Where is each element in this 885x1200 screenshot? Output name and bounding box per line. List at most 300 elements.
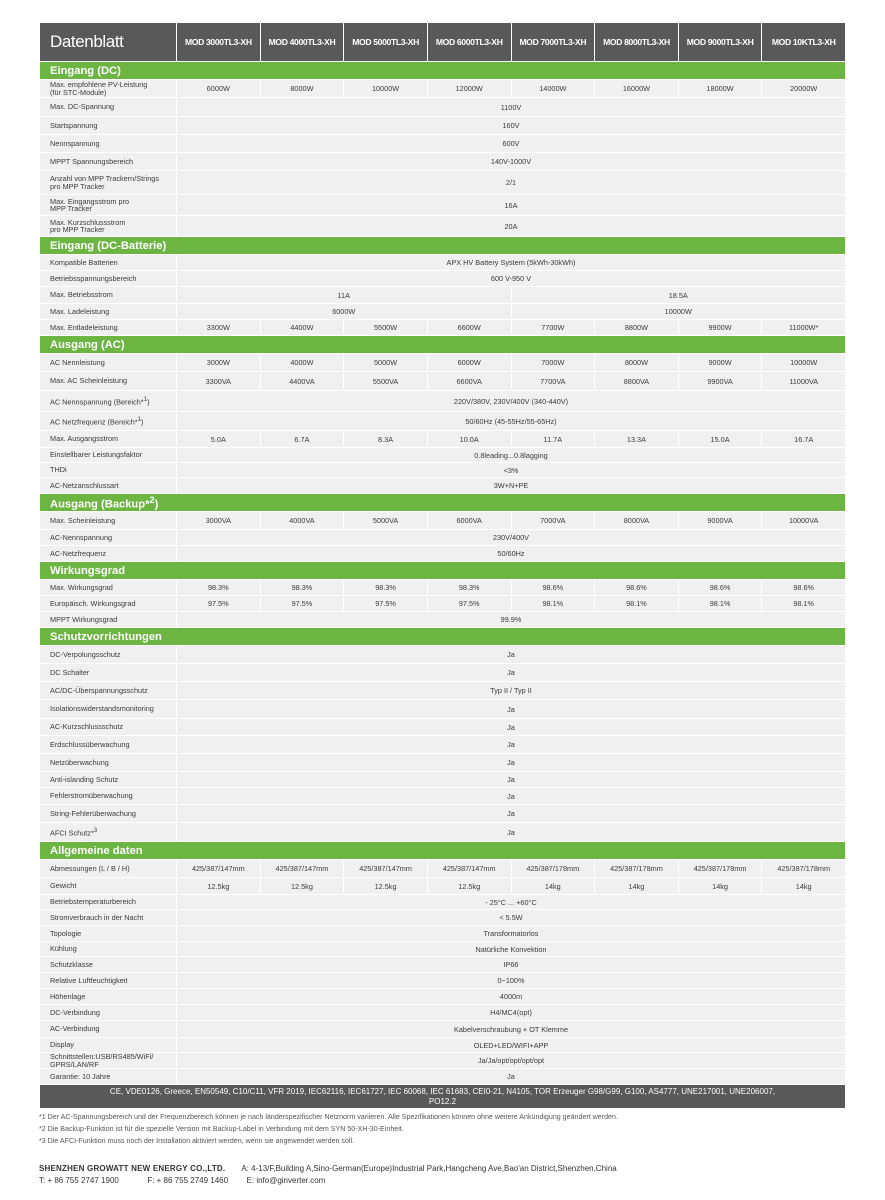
- spec-row: [40, 1005, 845, 1020]
- spec-row: [40, 772, 845, 787]
- spec-label-text: Max. Wirkungsgrad: [50, 582, 113, 592]
- company-info: [39, 1163, 846, 1187]
- spec-label-text: Europäisch. Wirkungsgrad: [50, 598, 136, 608]
- spec-value: 97.5%: [261, 596, 344, 611]
- section-title-text: Eingang (DC): [50, 64, 121, 77]
- spec-value: 10.0A: [428, 431, 511, 447]
- spec-value: 98.3%: [344, 580, 427, 595]
- spec-label-text: Betriebstemperaturbereich: [50, 897, 136, 907]
- spec-value: 8.3A: [344, 431, 427, 447]
- spec-label: [40, 117, 176, 134]
- model-header: MOD 6000TL3-XH: [428, 23, 511, 61]
- model-header: MOD 3000TL3-XH: [177, 23, 260, 61]
- spec-value: 8000W: [261, 80, 344, 97]
- section-title-text: Eingang (DC-Batterie): [50, 239, 167, 252]
- spec-label: [40, 98, 176, 116]
- spec-value: 140V-1000V: [177, 153, 845, 170]
- spec-value: 8000VA: [595, 512, 678, 529]
- spec-row: [40, 942, 845, 956]
- spec-label-line2: (für STC-Module): [50, 87, 107, 97]
- spec-value: 425/387/147mm: [428, 860, 511, 877]
- spec-value: 3000W: [177, 354, 260, 371]
- spec-value: 98.6%: [679, 580, 762, 595]
- footnote: *1 Der AC-Spannungsbereich und der Frequenzbereich können je nach länderspezifischer Netznorm variieren. Alle Spezifikationen können ohne weitere Ankündigung geändert werden.: [39, 1113, 618, 1121]
- spec-label-text: Einstellbarer Leistungsfaktor: [50, 450, 143, 460]
- spec-value: 425/387/147mm: [261, 860, 344, 877]
- spec-row: [40, 448, 845, 462]
- spec-label-text: AFCI Schutz*: [50, 828, 94, 838]
- section-title: [40, 494, 845, 511]
- spec-label-text: Abmessungen (L / B / H): [50, 863, 130, 873]
- spec-value: 14kg: [679, 878, 762, 894]
- spec-value: 6600W: [428, 320, 511, 335]
- spec-value: 8000W: [595, 354, 678, 371]
- company-address: A: 4-13/F,Building A,Sino-German(Europe)Industrial Park,Hangcheng Ave,Bao'an District,Shenzhen,China: [241, 1164, 617, 1173]
- spec-value: 0~100%: [177, 973, 845, 988]
- spec-value: Ja/Ja/opt/opt/opt/opt: [177, 1053, 845, 1068]
- spec-row: [40, 1053, 845, 1068]
- section-header: [40, 842, 845, 859]
- spec-label-text: Kompatible Batterien: [50, 257, 118, 267]
- spec-label: [40, 1053, 176, 1068]
- spec-value: 600V: [177, 135, 845, 152]
- footnote-marker: 2: [149, 494, 155, 505]
- spec-value: 4400VA: [261, 372, 344, 390]
- spec-value: Ja: [177, 719, 845, 735]
- spec-value: 12.5kg: [428, 878, 511, 894]
- spec-value: 98.1%: [595, 596, 678, 611]
- spec-value: < 5.5W: [177, 910, 845, 925]
- spec-value: 2/1: [177, 171, 845, 194]
- spec-value: 7000W: [512, 354, 595, 371]
- spec-row: [40, 926, 845, 941]
- spec-row: [40, 391, 845, 411]
- spec-label: [40, 304, 176, 319]
- spec-row: [40, 431, 845, 447]
- spec-row: [40, 372, 845, 390]
- spec-label: [40, 942, 176, 956]
- spec-value: Ja: [177, 788, 845, 804]
- spec-value: 6.7A: [261, 431, 344, 447]
- footnotes: [39, 1111, 846, 1147]
- company-email: E: info@ginverter.com: [246, 1176, 326, 1185]
- section-title-text: Ausgang (Backup*: [50, 498, 150, 511]
- footnote: *2 Die Backup-Funktion ist für die spezielle Version mit Backup-Label in Verbindung mit dem SYN 50-XH-30-Einheit.: [39, 1125, 404, 1133]
- spec-label: [40, 80, 176, 97]
- spec-label: [40, 512, 176, 529]
- spec-row: [40, 216, 845, 236]
- spec-row: [40, 664, 845, 681]
- model-header: MOD 7000TL3-XH: [512, 23, 595, 61]
- spec-row: [40, 255, 845, 270]
- spec-value: OLED+LED/WIFI+APP: [177, 1038, 845, 1052]
- spec-value: 6000W: [177, 80, 260, 97]
- spec-value: 98.6%: [512, 580, 595, 595]
- spec-label: [40, 719, 176, 735]
- spec-value: Transformatorlos: [177, 926, 845, 941]
- spec-label: [40, 736, 176, 753]
- spec-value: 4000W: [261, 354, 344, 371]
- section-header: [40, 494, 845, 511]
- spec-value: 9900W: [679, 320, 762, 335]
- spec-value: 16A: [177, 195, 845, 215]
- spec-label: [40, 612, 176, 627]
- spec-value: 425/387/147mm: [344, 860, 427, 877]
- spec-label-text: Max. empfohlene PV-Leistung: [50, 80, 148, 90]
- certifications: CE, VDE0126, Greece, EN50549, C10/C11, VFR 2019, IEC62116, IEC61727, IEC 60068, IEC 61683, CEI0-21, N4105, TOR Erzeuger G98/G99, G100, AS4777, UNE217001, UNE206007, PO12.2: [40, 1085, 845, 1108]
- spec-value: 98.1%: [512, 596, 595, 611]
- spec-value: 10000W: [512, 304, 846, 319]
- spec-label: [40, 463, 176, 477]
- spec-label-line2: GPRS/LAN/RF: [50, 1059, 99, 1069]
- spec-value: 425/387/178mm: [595, 860, 678, 877]
- spec-label-text: Max. Ladeleistung: [50, 306, 110, 316]
- spec-label: [40, 580, 176, 595]
- spec-label-text: String-Fehlerüberwachung: [50, 808, 136, 818]
- footnote-marker: 1: [137, 415, 141, 423]
- spec-value: 18.5A: [512, 287, 846, 303]
- spec-label: [40, 823, 176, 841]
- spec-value: 6000VA: [428, 512, 511, 529]
- spec-value: 9900VA: [679, 372, 762, 390]
- section-header: [40, 562, 845, 579]
- spec-value: 15.0A: [679, 431, 762, 447]
- spec-label: [40, 754, 176, 771]
- spec-label-text: Max. DC-Spannung: [50, 102, 115, 112]
- spec-label-line2: pro MPP Tracker: [50, 225, 105, 234]
- spec-label-text: Max. AC Scheinleistung: [50, 376, 128, 386]
- spec-row: [40, 788, 845, 804]
- section-header: [40, 628, 845, 645]
- spec-label-end: ): [141, 417, 144, 427]
- model-header: MOD 8000TL3-XH: [595, 23, 678, 61]
- spec-value: 14kg: [595, 878, 678, 894]
- spec-label: [40, 664, 176, 681]
- page-title: Datenblatt: [40, 23, 176, 61]
- spec-label: [40, 596, 176, 611]
- spec-label-text: Schutzklasse: [50, 959, 93, 969]
- spec-value: 11.7A: [512, 431, 595, 447]
- spec-value: 98.3%: [261, 580, 344, 595]
- spec-value: 11000W*: [762, 320, 845, 335]
- spec-label: [40, 646, 176, 663]
- certifications-row: [40, 1085, 845, 1108]
- spec-value: 12.5kg: [177, 878, 260, 894]
- spec-value: 14000W: [512, 80, 595, 97]
- spec-label: [40, 391, 176, 411]
- spec-label-text: Max. Scheinleistung: [50, 515, 116, 525]
- model-header: MOD 4000TL3-XH: [261, 23, 344, 61]
- spec-label: [40, 372, 176, 390]
- spec-value: 3300W: [177, 320, 260, 335]
- model-header: MOD 10KTL3-XH: [762, 23, 845, 61]
- spec-value: 425/387/178mm: [762, 860, 845, 877]
- spec-value: 20000W: [762, 80, 845, 97]
- spec-label-text: Nennspannung: [50, 138, 100, 148]
- spec-value: 5500VA: [344, 372, 427, 390]
- spec-row: [40, 719, 845, 735]
- spec-value: 5000VA: [344, 512, 427, 529]
- spec-value: 12.5kg: [344, 878, 427, 894]
- model-header: MOD 5000TL3-XH: [344, 23, 427, 61]
- company-name: SHENZHEN GROWATT NEW ENERGY CO.,LTD.: [39, 1164, 226, 1173]
- spec-value: 4000m: [177, 989, 845, 1004]
- spec-value: 7700VA: [512, 372, 595, 390]
- spec-label: [40, 320, 176, 335]
- spec-label-text: MPPT Spannungsbereich: [50, 156, 134, 166]
- spec-value: Ja: [177, 646, 845, 663]
- spec-value: 5000W: [344, 354, 427, 371]
- spec-row: [40, 1038, 845, 1052]
- spec-row: [40, 135, 845, 152]
- spec-value: 3300VA: [177, 372, 260, 390]
- spec-row: [40, 117, 845, 134]
- spec-row: [40, 287, 845, 303]
- section-header: [40, 336, 845, 353]
- spec-value: 8800VA: [595, 372, 678, 390]
- spec-label: [40, 989, 176, 1004]
- spec-row: [40, 354, 845, 371]
- section-header: [40, 237, 845, 254]
- spec-row: [40, 478, 845, 493]
- spec-label: [40, 530, 176, 545]
- spec-value: 10000W: [762, 354, 845, 371]
- section-title: [40, 842, 845, 859]
- spec-value: 3000VA: [177, 512, 260, 529]
- spec-row: [40, 580, 845, 595]
- spec-label-text: Display: [50, 1040, 74, 1050]
- spec-value: 11A: [177, 287, 511, 303]
- spec-value: Kabelverschraubung + OT Klemme: [177, 1021, 845, 1037]
- spec-row: [40, 1069, 845, 1084]
- spec-row: [40, 512, 845, 529]
- spec-value: 425/387/178mm: [512, 860, 595, 877]
- spec-value: 7700W: [512, 320, 595, 335]
- spec-label-text: MPPT Wirkungsgrad: [50, 614, 118, 624]
- footnote-marker: 1: [143, 395, 148, 403]
- footnote: *3 Die AFCI-Funktion muss noch der Installation aktiviert werden, wenn sie angewendet werden soll.: [39, 1137, 355, 1145]
- section-title: [40, 237, 845, 254]
- spec-value: Ja: [177, 805, 845, 822]
- spec-value: Ja: [177, 754, 845, 771]
- section-title: [40, 628, 845, 645]
- spec-label-text: Fehlerstromüberwachung: [50, 791, 133, 801]
- spec-value: 16000W: [595, 80, 678, 97]
- spec-value: 6000W: [177, 304, 511, 319]
- spec-label-text: AC-Nennspannung: [50, 532, 113, 542]
- spec-label-text: Schnittstellen:USB/RS485/WiFi/: [50, 1052, 154, 1062]
- spec-value: 9000W: [679, 354, 762, 371]
- spec-label: [40, 287, 176, 303]
- spec-row: [40, 153, 845, 170]
- spec-row: [40, 1021, 845, 1037]
- spec-value: 16.7A: [762, 431, 845, 447]
- spec-value: 10000VA: [762, 512, 845, 529]
- spec-label-line2: MPP Tracker: [50, 204, 93, 213]
- spec-label: [40, 431, 176, 447]
- spec-label-text: Isolationswiderstandsmonitoring: [50, 704, 154, 714]
- spec-value: H4/MC4(opt): [177, 1005, 845, 1020]
- spec-value: 99.9%: [177, 612, 845, 627]
- spec-value: 97.5%: [177, 596, 260, 611]
- spec-label: [40, 910, 176, 925]
- section-title-end: ): [154, 498, 159, 511]
- spec-value: - 25°C ... +60°C: [177, 895, 845, 909]
- spec-value: 50/60Hz (45-55Hz/55-65Hz): [177, 412, 845, 430]
- section-title-text: Ausgang (AC): [50, 338, 125, 351]
- spec-value: 230V/400V: [177, 530, 845, 545]
- spec-label-text: AC-Netzfrequenz: [50, 548, 106, 558]
- spec-value: 20A: [177, 216, 845, 236]
- spec-value: 13.3A: [595, 431, 678, 447]
- section-title: [40, 562, 845, 579]
- spec-value: 98.6%: [762, 580, 845, 595]
- spec-value: 0.8leading...0.8lagging: [177, 448, 845, 462]
- spec-label-text: Kühlung: [50, 944, 77, 954]
- spec-label-text: AC-Netzanschlussart: [50, 480, 119, 490]
- spec-value: Ja: [177, 823, 845, 841]
- section-title-text: Allgemeine daten: [50, 844, 143, 857]
- spec-row: [40, 320, 845, 335]
- spec-label: [40, 700, 176, 718]
- spec-label: [40, 271, 176, 286]
- spec-value: APX HV Battery System (5kWh-30kWh): [177, 255, 845, 270]
- section-title-text: Schutzvorrichtungen: [50, 630, 162, 643]
- spec-row: [40, 304, 845, 319]
- spec-label: [40, 153, 176, 170]
- section-title: [40, 62, 845, 79]
- spec-label: [40, 354, 176, 371]
- spec-row: [40, 878, 845, 894]
- spec-label: [40, 1005, 176, 1020]
- spec-label-text: Anzahl von MPP Trackern/Strings: [50, 174, 159, 184]
- spec-value: 425/387/147mm: [177, 860, 260, 877]
- spec-label-text: Betriebsspannungsbereich: [50, 273, 137, 283]
- spec-label-text: Gewicht: [50, 881, 77, 891]
- spec-label: [40, 805, 176, 822]
- spec-label: [40, 957, 176, 972]
- spec-label-text: Max. Ausgangsstrom: [50, 434, 119, 444]
- spec-row: [40, 805, 845, 822]
- datasheet: [39, 22, 846, 1109]
- spec-value: 97.5%: [428, 596, 511, 611]
- spec-label-text: THDi: [50, 465, 67, 475]
- spec-label: [40, 682, 176, 699]
- spec-row: [40, 700, 845, 718]
- spec-label: [40, 1069, 176, 1084]
- spec-row: [40, 171, 845, 194]
- spec-value: Ja: [177, 736, 845, 753]
- company-tel: T: + 86 755 2747 1900: [39, 1176, 119, 1185]
- spec-row: [40, 682, 845, 699]
- spec-value: 97.5%: [344, 596, 427, 611]
- spec-label: [40, 412, 176, 430]
- section-title-text: Wirkungsgrad: [50, 564, 126, 577]
- spec-label-text: Garantie: 10 Jahre: [50, 1071, 111, 1081]
- spec-label-text: AC Netzfrequenz (Bereich*: [50, 417, 138, 427]
- spec-row: [40, 98, 845, 116]
- spec-value: 6600VA: [428, 372, 511, 390]
- spec-label-text: AC-Verbindung: [50, 1024, 100, 1034]
- spec-value: 14kg: [512, 878, 595, 894]
- spec-value: 98.3%: [428, 580, 511, 595]
- header-row: [40, 23, 845, 61]
- spec-value: 98.6%: [595, 580, 678, 595]
- spec-label: [40, 1038, 176, 1052]
- spec-label-text: Netzüberwachung: [50, 757, 109, 767]
- spec-value: Natürliche Konvektion: [177, 942, 845, 956]
- spec-row: [40, 80, 845, 97]
- spec-row: [40, 895, 845, 909]
- spec-row: [40, 957, 845, 972]
- spec-row: [40, 646, 845, 663]
- spec-value: 160V: [177, 117, 845, 134]
- spec-value: Ja: [177, 772, 845, 787]
- spec-label-text: Max. Entladeleistung: [50, 322, 118, 332]
- spec-label-text: Max. Eingangsstrom pro: [50, 196, 130, 206]
- spec-label-text: Topologie: [50, 928, 82, 938]
- spec-value: 220V/380V, 230V/400V (340-440V): [177, 391, 845, 411]
- spec-value: 7000VA: [512, 512, 595, 529]
- model-header: MOD 9000TL3-XH: [679, 23, 762, 61]
- spec-value: 10000W: [344, 80, 427, 97]
- spec-body: [40, 62, 845, 1108]
- spec-label-text: Max. Kurzschlussstrom: [50, 217, 126, 227]
- spec-label: [40, 546, 176, 561]
- spec-row: [40, 860, 845, 877]
- spec-label-text: Stromverbrauch in der Nacht: [50, 912, 144, 922]
- spec-value: 98.3%: [177, 580, 260, 595]
- spec-label: [40, 878, 176, 894]
- spec-value: Ja: [177, 664, 845, 681]
- spec-label-text: Relative Luftfeuchtigkeit: [50, 975, 128, 985]
- spec-label-text: Anti-islanding Schutz: [50, 774, 119, 784]
- spec-row: [40, 271, 845, 286]
- spec-value: 8800W: [595, 320, 678, 335]
- spec-value: 12000W: [428, 80, 511, 97]
- spec-row: [40, 754, 845, 771]
- spec-value: 5500W: [344, 320, 427, 335]
- spec-label: [40, 926, 176, 941]
- spec-label-text: AC Nennspannung (Bereich*: [50, 397, 144, 407]
- spec-label: [40, 448, 176, 462]
- spec-row: [40, 823, 845, 841]
- spec-row: [40, 596, 845, 611]
- spec-row: [40, 530, 845, 545]
- spec-value: <3%: [177, 463, 845, 477]
- spec-row: [40, 973, 845, 988]
- spec-label: [40, 860, 176, 877]
- section-title: [40, 336, 845, 353]
- spec-value: 14kg: [762, 878, 845, 894]
- spec-label-text: Höhenlage: [50, 991, 86, 1001]
- spec-value: 11000VA: [762, 372, 845, 390]
- spec-value: Ja: [177, 1069, 845, 1084]
- spec-label: [40, 255, 176, 270]
- spec-label-text: AC Nennleistung: [50, 357, 105, 367]
- spec-value: 98.1%: [679, 596, 762, 611]
- spec-value: 98.1%: [762, 596, 845, 611]
- spec-label: [40, 135, 176, 152]
- spec-row: [40, 736, 845, 753]
- spec-value: 50/60Hz: [177, 546, 845, 561]
- spec-label: [40, 171, 176, 194]
- spec-value: 9000VA: [679, 512, 762, 529]
- spec-row: [40, 612, 845, 627]
- spec-label: [40, 895, 176, 909]
- spec-value: 3W+N+PE: [177, 478, 845, 493]
- spec-label-text: DC Schalter: [50, 667, 90, 677]
